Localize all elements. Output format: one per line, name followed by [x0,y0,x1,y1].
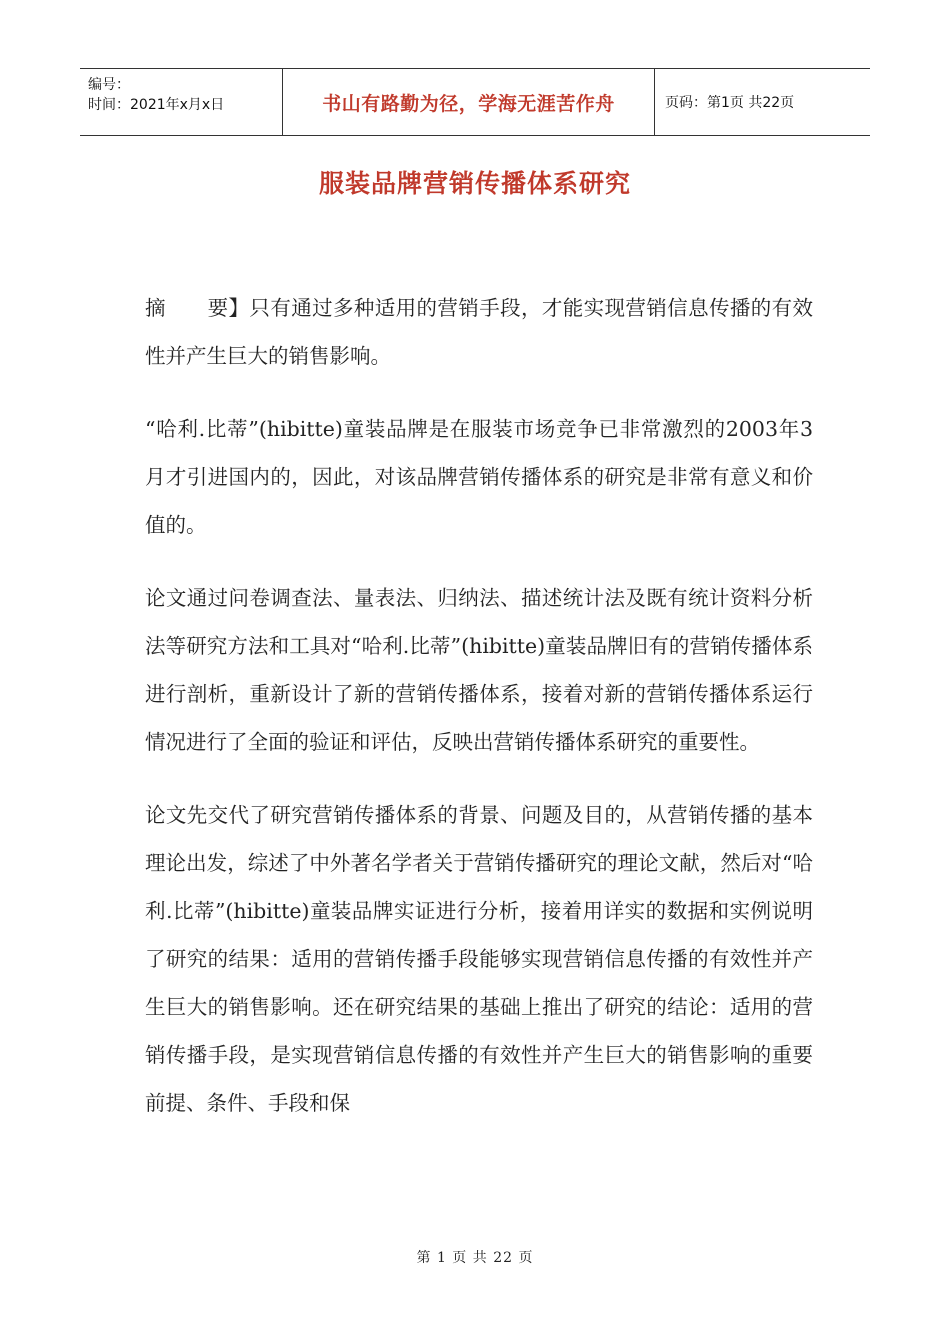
body-paragraph-methods: 论文通过问卷调查法、量表法、归纳法、描述统计法及既有统计资料分析法等研究方法和工具对“哈利.比蒂”(hibitte)童装品牌旧有的营销传播体系进行剖析，重新设计了新的营销传播体系，接着对新的营销传播体系运行情况进行了全面的验证和评估，反映出营销传播体系研究的重要性。 [145,586,813,754]
header-table [80,68,870,136]
document-body [145,284,813,1127]
abstract-paragraph: 摘 要】只有通过多种适用的营销手段，才能实现营销信息传播的有效性并产生巨大的销售影响。 [145,296,813,368]
header-page-info: 页码：第1页 共22页 [665,95,795,111]
body-paragraph-summary: 论文先交代了研究营销传播体系的背景、问题及目的，从营销传播的基本理论出发，综述了中外著名学者关于营销传播研究的理论文献，然后对“哈利.比蒂”(hibitte)童装品牌实证进行分析，接着用详实的数据和实例说明了研究的结果：适用的营销传播手段能够实现营销信息传播的有效性并产生巨大的销售影响。还在研究结果的基础上推出了研究的结论：适用的营销传播手段，是实现营销信息传播的有效性并产生巨大的销售影响的重要前提、条件、手段和保 [145,803,813,1115]
document-title: 服装品牌营销传播体系研究 [318,169,631,198]
page-footer: 第 1 页 共 22 页 [416,1250,534,1266]
header-motto: 书山有路勤为径，学海无涯苦作舟 [282,69,655,135]
header-meta-cell [80,69,282,135]
document-date-label: 时间：2021年x月x日 [88,97,225,113]
body-paragraph-brand: “哈利.比蒂”(hibitte)童装品牌是在服装市场竞争已非常激烈的2003年3月才引进国内的，因此，对该品牌营销传播体系的研究是非常有意义和价值的。 [145,417,813,537]
document-number-label: 编号： [88,77,130,93]
